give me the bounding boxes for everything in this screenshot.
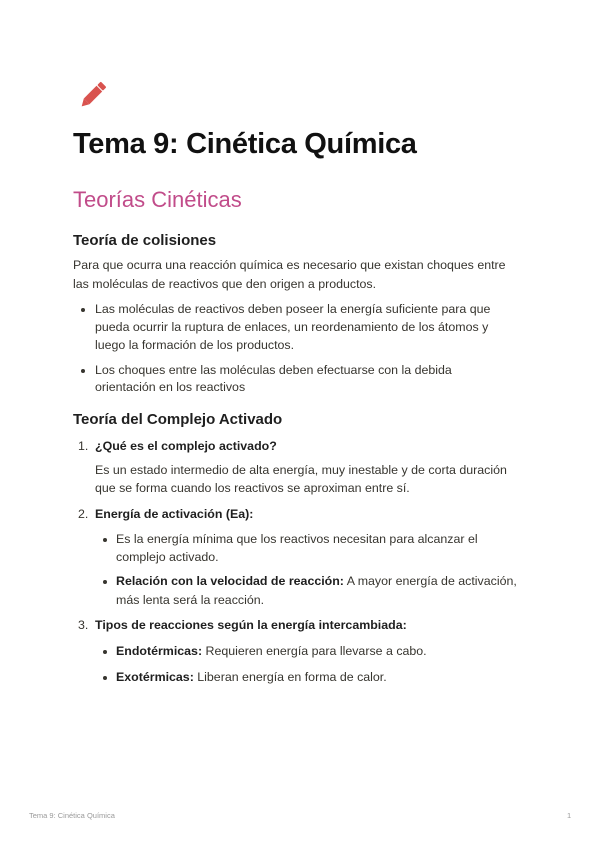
colisiones-intro-line2: las moléculas de reactivos que den origen a productos. [73, 277, 377, 291]
colisiones-bullet-2-line2: orientación en los reactivos [95, 380, 246, 394]
bullet-marker [81, 308, 85, 312]
colisiones-bullet-1-line3: luego la formación de los productos. [95, 338, 295, 352]
bullet-marker [103, 676, 107, 680]
colisiones-bullet-2-line1: Los choques entre las moléculas deben efectuarse con la debida [95, 363, 452, 377]
item-3-label: Tipos de reacciones según la energía intercambiada: [95, 618, 407, 632]
colisiones-bullet-1-line1: Las moléculas de reactivos deben poseer la energía suficiente para que [95, 302, 491, 316]
bullet-marker [103, 580, 107, 584]
item-1-text-line1: Es un estado intermedio de alta energía, muy inestable y de corta duración [95, 463, 507, 477]
item-2-label: Energía de activación (Ea): [95, 507, 254, 521]
bullet-marker [81, 369, 85, 373]
bullet-marker [103, 538, 107, 542]
page-title: Tema 9: Cinética Química [73, 128, 417, 160]
bullet-marker [103, 650, 107, 654]
item-1-text-line2: que se forma cuando los reactivos se aproximan entre sí. [95, 481, 410, 495]
item-3-sub2: Exotérmicas: Liberan energía en forma de calor. [116, 670, 387, 684]
pencil-icon [75, 77, 111, 113]
footer-title: Tema 9: Cinética Química [29, 811, 115, 820]
item-1-label: ¿Qué es el complejo activado? [95, 439, 277, 453]
colisiones-bullet-1-line2: pueda ocurrir la ruptura de enlaces, un reordenamiento de los átomos y [95, 320, 489, 334]
list-number: 2. [78, 507, 89, 521]
complejo-heading: Teoría del Complejo Activado [73, 411, 283, 428]
colisiones-intro-line1: Para que ocurra una reacción química es necesario que existan choques entre [73, 258, 506, 272]
item-2-sub2-line1: Relación con la velocidad de reacción: A mayor energía de activación, [116, 574, 517, 588]
colisiones-heading: Teoría de colisiones [73, 232, 217, 249]
item-2-sub1-line2: complejo activado. [116, 550, 219, 564]
item-2-sub2-line2: más lenta será la reacción. [116, 593, 265, 607]
footer-page-number: 1 [567, 811, 572, 820]
item-3-sub1: Endotérmicas: Requieren energía para llevarse a cabo. [116, 644, 427, 658]
list-number: 3. [78, 618, 89, 632]
list-number: 1. [78, 439, 89, 453]
section-heading: Teorías Cinéticas [73, 187, 242, 212]
item-2-sub1-line1: Es la energía mínima que los reactivos necesitan para alcanzar el [116, 532, 478, 546]
